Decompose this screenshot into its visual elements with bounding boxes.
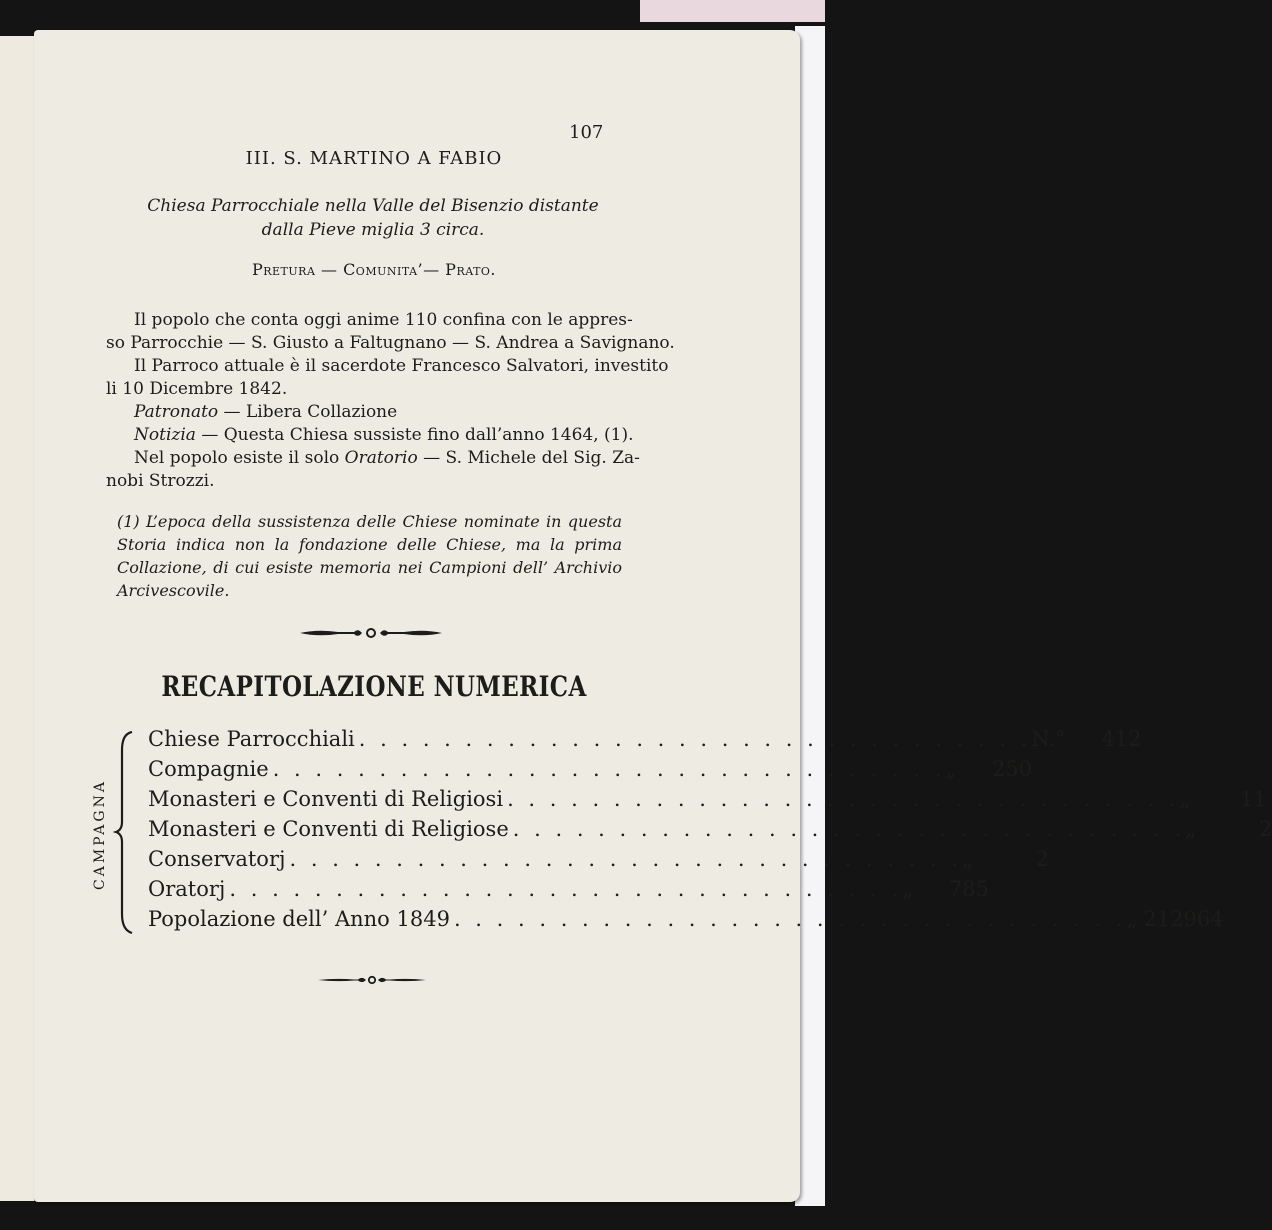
recap-value: 250 [992, 757, 1033, 781]
book-page [34, 30, 1272, 1202]
recap-value: 412 [1101, 727, 1142, 751]
recap-value: 2 [1258, 817, 1272, 841]
body-paragraph-5-line-1 [134, 448, 640, 468]
footnote-line-4: Arcivescovile. [117, 581, 230, 600]
recap-value: 11 [1239, 787, 1267, 811]
leader-dots: . . . . . . . . . . . . . . . . . . . . . . . . . . . . . . . . [229, 877, 902, 901]
notizia-text: — Questa Chiesa sussiste fino dall’anno 1464, (1). [195, 425, 634, 445]
background-strip [640, 0, 825, 22]
leader-dots: . . . . . . . . . . . . . . . . . . . . . . . . . . . . . . . . [289, 847, 963, 871]
oratorio-text: — S. Michele del Sig. Za- [417, 448, 640, 468]
jurisdiction-line: Pretura — Comunita’— Prato. [251, 260, 497, 279]
recap-unit: „ [945, 757, 957, 781]
body-paragraph-2-line-1: Il Parroco attuale è il sacerdote Francesco Salvatori, investito [134, 356, 669, 376]
oratorio-label: Oratorio [344, 448, 418, 468]
notizia-label: Notizia [134, 425, 196, 445]
body-paragraph-2-line-2: li 10 Dicembre 1842. [106, 379, 288, 399]
recap-unit: „ [1185, 817, 1197, 841]
recap-row-oratorj [148, 877, 989, 907]
ornament-divider-bottom [316, 974, 428, 986]
notizia-line [134, 425, 634, 445]
leader-dots: . . . . . . . . . . . . . . . . . . . . . . . . . . . . . . . . [507, 787, 1180, 811]
recap-label: Popolazione dell’ Anno 1849 [148, 907, 450, 931]
recap-row-compagnie [148, 757, 1033, 787]
recap-label: Chiese Parrocchiali [148, 727, 355, 751]
patronato-line [134, 402, 397, 422]
brace-bracket [114, 730, 136, 935]
recap-row-religiose [148, 817, 1272, 847]
ornament-divider-top [298, 626, 444, 640]
patronato-label: Patronato [134, 402, 219, 422]
recap-label: Conservatorj [148, 847, 286, 871]
recap-unit: „ [901, 877, 913, 901]
facing-page-edge [0, 36, 35, 1201]
section-title: III. S. MARTINO A FABIO [245, 148, 503, 169]
footnote-line-2: Storia indica non la fondazione delle Chiese, ma la prima [117, 535, 622, 554]
campagna-side-label: CAMPAGNA [92, 779, 108, 890]
recap-label: Monasteri e Conventi di Religiose [148, 817, 509, 841]
body-paragraph-1-line-2: so Parrocchie — S. Giusto a Faltugnano — S. Andrea a Savignano. [106, 333, 675, 353]
recap-unit: „ [1179, 787, 1191, 811]
recap-row-chiese [148, 727, 1142, 757]
recap-value: 2 [1035, 847, 1049, 871]
recap-unit: „ [1126, 907, 1138, 931]
subtitle-line-1: Chiesa Parrocchiale nella Valle del Bisenzio distante [147, 196, 599, 216]
subtitle-line-2: dalla Pieve miglia 3 circa. [261, 220, 485, 240]
page-number: 107 [569, 122, 604, 143]
leader-dots: . . . . . . . . . . . . . . . . . . . . . . . . . . . . . . . . [358, 727, 1032, 751]
footnote-line-1: (1) L’epoca della sussistenza delle Chiese nominate in questa [117, 512, 622, 531]
recap-row-conservatorj [148, 847, 1049, 877]
leader-dots: . . . . . . . . . . . . . . . . . . . . . . . . . . . . . . . . [272, 757, 946, 781]
recap-label: Oratorj [148, 877, 226, 901]
recap-title: RECAPITOLAZIONE NUMERICA [161, 670, 587, 703]
oratorio-intro: Nel popolo esiste il solo [134, 448, 345, 468]
recap-value: 785 [948, 877, 989, 901]
recap-value: 212964 [1143, 907, 1224, 931]
recap-label: Monasteri e Conventi di Religiosi [148, 787, 504, 811]
recap-unit: „ [962, 847, 973, 871]
recap-row-popolazione [148, 907, 1224, 937]
recap-unit: N.° [1031, 727, 1066, 751]
recap-label: Compagnie [148, 757, 269, 781]
body-paragraph-5-line-2: nobi Strozzi. [106, 471, 215, 491]
patronato-text: — Libera Collazione [218, 402, 398, 422]
leader-dots: . . . . . . . . . . . . . . . . . . . . . . . . . . . . . . . . [453, 907, 1127, 931]
body-paragraph-1-line-1: Il popolo che conta oggi anime 110 confina con le appres- [134, 310, 633, 330]
footnote-line-3: Collazione, di cui esiste memoria nei Campioni dell’ Archivio [117, 558, 622, 577]
leader-dots: . . . . . . . . . . . . . . . . . . . . . . . . . . . . . . . . [512, 817, 1186, 841]
recap-row-religiosi [148, 787, 1267, 817]
